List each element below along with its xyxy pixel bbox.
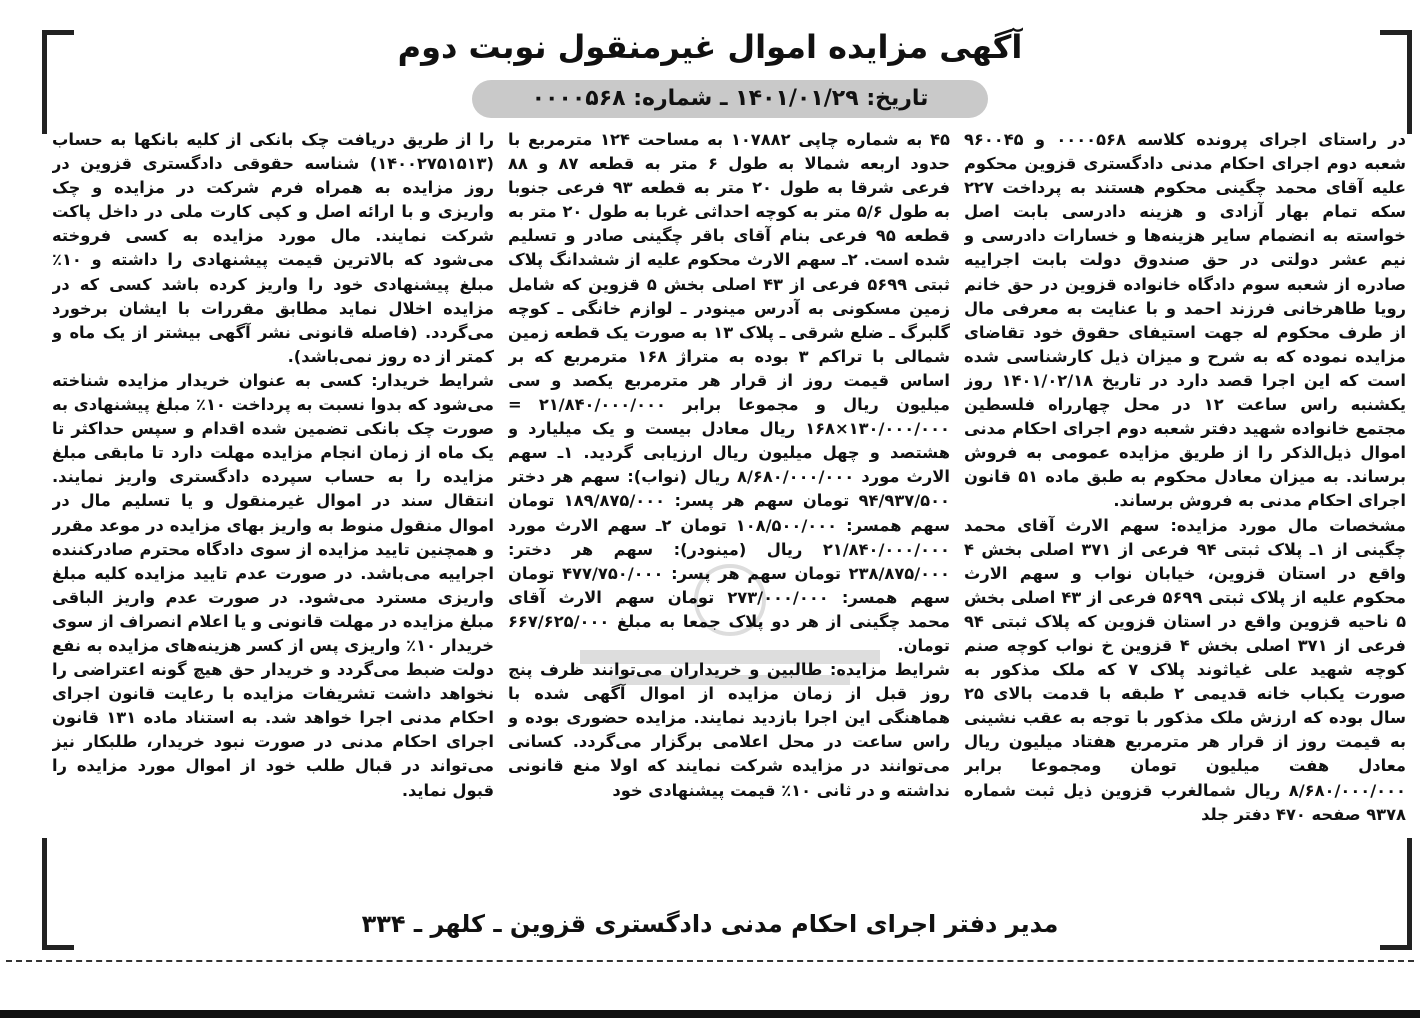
notice-title: آگهی مزایده اموال غیرمنقول نوبت دوم <box>397 28 1023 66</box>
section-heading: مشخصات مال مورد مزایده: <box>1170 515 1406 535</box>
paragraph: ۴۵ به شماره چاپی ۱۰۷۸۸۲ به مساحت ۱۲۴ مترمربع با حدود اربعه شمالا به طول ۶ متر به قطعه ۸۷ و ۸۸ فرعی شرقا به طول ۲۰ متر به قطعه ۹۳ فرعی جنوبا به طول ۵/۶ متر به کوچه احداثی غربا به طول ۲۰ متر به قطعه ۹۵ فرعی بنام آقای باقر چگینی صادر و تسلیم شده است. ۲ـ سهم الارث محکوم علیه از ششدانگ پلاک ثبتی ۵۶۹۹ فرعی از ۴۳ اصلی بخش ۵ قزوین که شامل زمین مسکونی به آدرس مینودر ـ لوازم خانگی ـ کوچه گلبرگ ـ ضلع شرقی ـ پلاک ۱۳ به صورت یک قطعه زمین شمالی با تراکم ۳ بوده به متراژ ۱۶۸ مترمربع که بر اساس قیمت روز از قرار هر مترمربع یکصد و سی میلیون ریال و مجموعا برابر ۲۱/۸۴۰/۰۰۰/۰۰۰ = ۱۳۰/۰۰۰/۰۰۰×۱۶۸ ریال معادل بیست و یک میلیارد و هشتصد و چهل میلیون ریال ارزیابی گردید. ۱ـ سهم الارث مورد ۸/۶۸۰/۰۰۰/۰۰۰ ریال (نواب): سهم هر دختر ۹۴/۹۳۷/۵۰۰ تومان سهم هر پسر: ۱۸۹/۸۷۵/۰۰۰ تومان سهم همسر: ۱۰۸/۵۰۰/۰۰۰ تومان ۲ـ سهم الارث مورد ۲۱/۸۴۰/۰۰۰/۰۰۰ ریال (مینودر): سهم هر دختر: ۲۳۸/۸۷۵/۰۰۰ تومان سهم هر پسر: ۴۷۷/۷۵۰/۰۰۰ تومان سهم همسر: ۲۷۳/۰۰۰/۰۰۰ تومان سهم الارث آقای محمد چگینی از هر دو پلاک جمعا به مبلغ ۶۶۷/۶۲۵/۰۰۰ تومان. <box>508 130 950 655</box>
column-middle <box>508 128 950 900</box>
signature-line: مدیر دفتر اجرای احکام مدنی دادگستری قزوین ـ کلهر ـ ۳۳۴ <box>361 910 1059 938</box>
section-paragraph <box>52 369 494 803</box>
bottom-border <box>0 1010 1420 1018</box>
section-text: سهم الارث آقای محمد چگینی از ۱ـ پلاک ثبتی ۹۴ فرعی از ۳۷۱ اصلی بخش ۴ واقع در استان قزوین، خیابان نواب و سهم الارث محکوم علیه از پلاک ثبتی ۵۶۹۹ فرعی از ۴۳ اصلی بخش ۵ ناحیه قزوین واقع در استان قزوین که پلاک ثبتی ۹۴ فرعی از ۳۷۱ اصلی بخش ۴ قزوین خ نواب کوچه صنم کوچه شهید علی غیاثوند پلاک ۷ که ملک مذکور به صورت یکباب خانه قدیمی ۲ طبقه با قدمت بالای ۲۵ سال بوده که ارزش ملک مذکور با توجه به عقب نشینی به قیمت روز از قرار هر مترمربع هفتاد میلیون ریال معادل هفت میلیون تومان ومجموعا برابر ۸/۶۸۰/۰۰۰/۰۰۰ ریال شمالغرب قزوین ذیل ثبت شماره ۹۳۷۸ صفحه ۴۷۰ دفتر جلد <box>964 515 1406 824</box>
cut-line-divider <box>6 960 1414 962</box>
section-text: طالبین و خریداران می‌توانند ظرف پنج روز قبل از زمان مزایده از اموال آگهی شده با هماهنگی این اجرا بازدید نمایند. مزایده حضوری بوده و راس ساعت در محل اعلامی برگزار می‌گردد. کسانی می‌توانند در مزایده شرکت نمایند که اولا منع قانونی نداشته و در ثانی ۱۰٪ قیمت پیشنهادی خود <box>508 660 950 800</box>
section-text: کسی به عنوان خریدار مزایده شناخته می‌شود که بدوا نسبت به پرداخت ۱۰٪ مبلغ پیشنهادی به صورت چک بانکی تضمین شده اقدام و سپس حداکثر تا یک ماه از زمان انجام مزایده مهلت دارد تا مابقی مبلغ مزایده را به حساب سپرده دادگستری واریز نمایند. انتقال سند در اموال غیرمنقول و یا تسلیم مال در اموال منقول منوط به واریز بهای مزایده در موعد مقرر و همچنین تایید مزایده از سوی دادگاه محترم صادرکننده اجراییه می‌باشد. در صورت عدم تایید مزایده کلیه مبلغ واریزی مسترد می‌شود. در صورت عدم واریز الباقی مبلغ مزایده در مهلت قانونی و یا اعلام انصراف از سوی خریدار ۱۰٪ واریزی پس از کسر هزینه‌های مزایده به نفع دولت ضبط می‌گردد و خریدار حق هیچ گونه اعتراضی را نخواهد داشت تشریفات مزایده با رعایت قانون اجرای احکام مدنی اجرا خواهد شد. به استناد ماده ۱۳۱ قانون اجرای احکام مدنی در صورت نبود خریدار، طلبکار نیز می‌تواند در قبال طلب خود از اموال مورد مزایده را قبول نماید. <box>52 370 494 800</box>
paragraph: در راستای اجرای پرونده کلاسه ۰۰۰۰۵۶۸ و ۹۶۰۰۴۵ شعبه دوم اجرای احکام مدنی دادگستری قزوین محکوم علیه آقای محمد چگینی محکوم هستند به پرداخت ۲۲۷ سکه تمام بهار آزادی و هزینه دادرسی بابت اصل خواسته به انضمام سایر هزینه‌ها و خسارات دادرسی و نیم عشر دولتی در حق صندوق دولت بابت اجراییه صادره از شعبه سوم دادگاه خانواده قزوین در حق خانم رویا طاهرخانی فرزند احمد و با عنایت به معرفی مال از طرف محکوم له جهت استیفای حقوق خود تقاضای مزایده نموده که به شرح و میزان ذیل کارشناسی شده است که این اجرا قصد دارد در تاریخ ۱۴۰۱/۰۲/۱۸ روز یکشنبه راس ساعت ۱۲ در محل چهارراه فلسطین مجتمع خانواده شهید دفتر شعبه دوم اجرای احکام مدنی اموال ذیل‌الذکر را از طریق مزایده عمومی به فروش برساند. به میزان معادل محکوم به طبق ماده ۵۱ قانون اجرای احکام مدنی به فروش برساند. <box>964 130 1406 511</box>
date-number-banner: تاریخ: ۱۴۰۱/۰۱/۲۹ ـ شماره: ۰۰۰۰۵۶۸ <box>472 80 988 118</box>
paragraph: را از طریق دریافت چک بانکی از کلیه بانکها به حساب (۱۴۰۰۲۷۵۱۵۱۳) شناسه حقوقی دادگستری قزوین در روز مزایده به همراه فرم شرکت در مزایده و چک واریزی و با ارائه اصل و کپی کارت ملی در داخل پاکت شرکت نمایند. مال مورد مزایده به کسی فروخته می‌شود که بالاترین قیمت پیشنهادی را داشته و ۱۰٪ مبلغ پیشنهادی خود را واریز کرده باشد کسی که در مزایده اخلال نماید مطابق مقررات با ایشان برخورد می‌گردد. (فاصله قانونی نشر آگهی بیشتر از یک ماه و کمتر از ده روز نمی‌باشد). <box>52 130 494 366</box>
column-left <box>52 128 494 900</box>
section-paragraph <box>964 514 1406 827</box>
notice-body <box>52 128 1406 900</box>
section-heading: شرایط مزایده: <box>829 660 950 680</box>
section-paragraph <box>508 658 950 803</box>
section-heading: شرایط خریدار: <box>371 370 494 390</box>
column-right <box>964 128 1406 900</box>
